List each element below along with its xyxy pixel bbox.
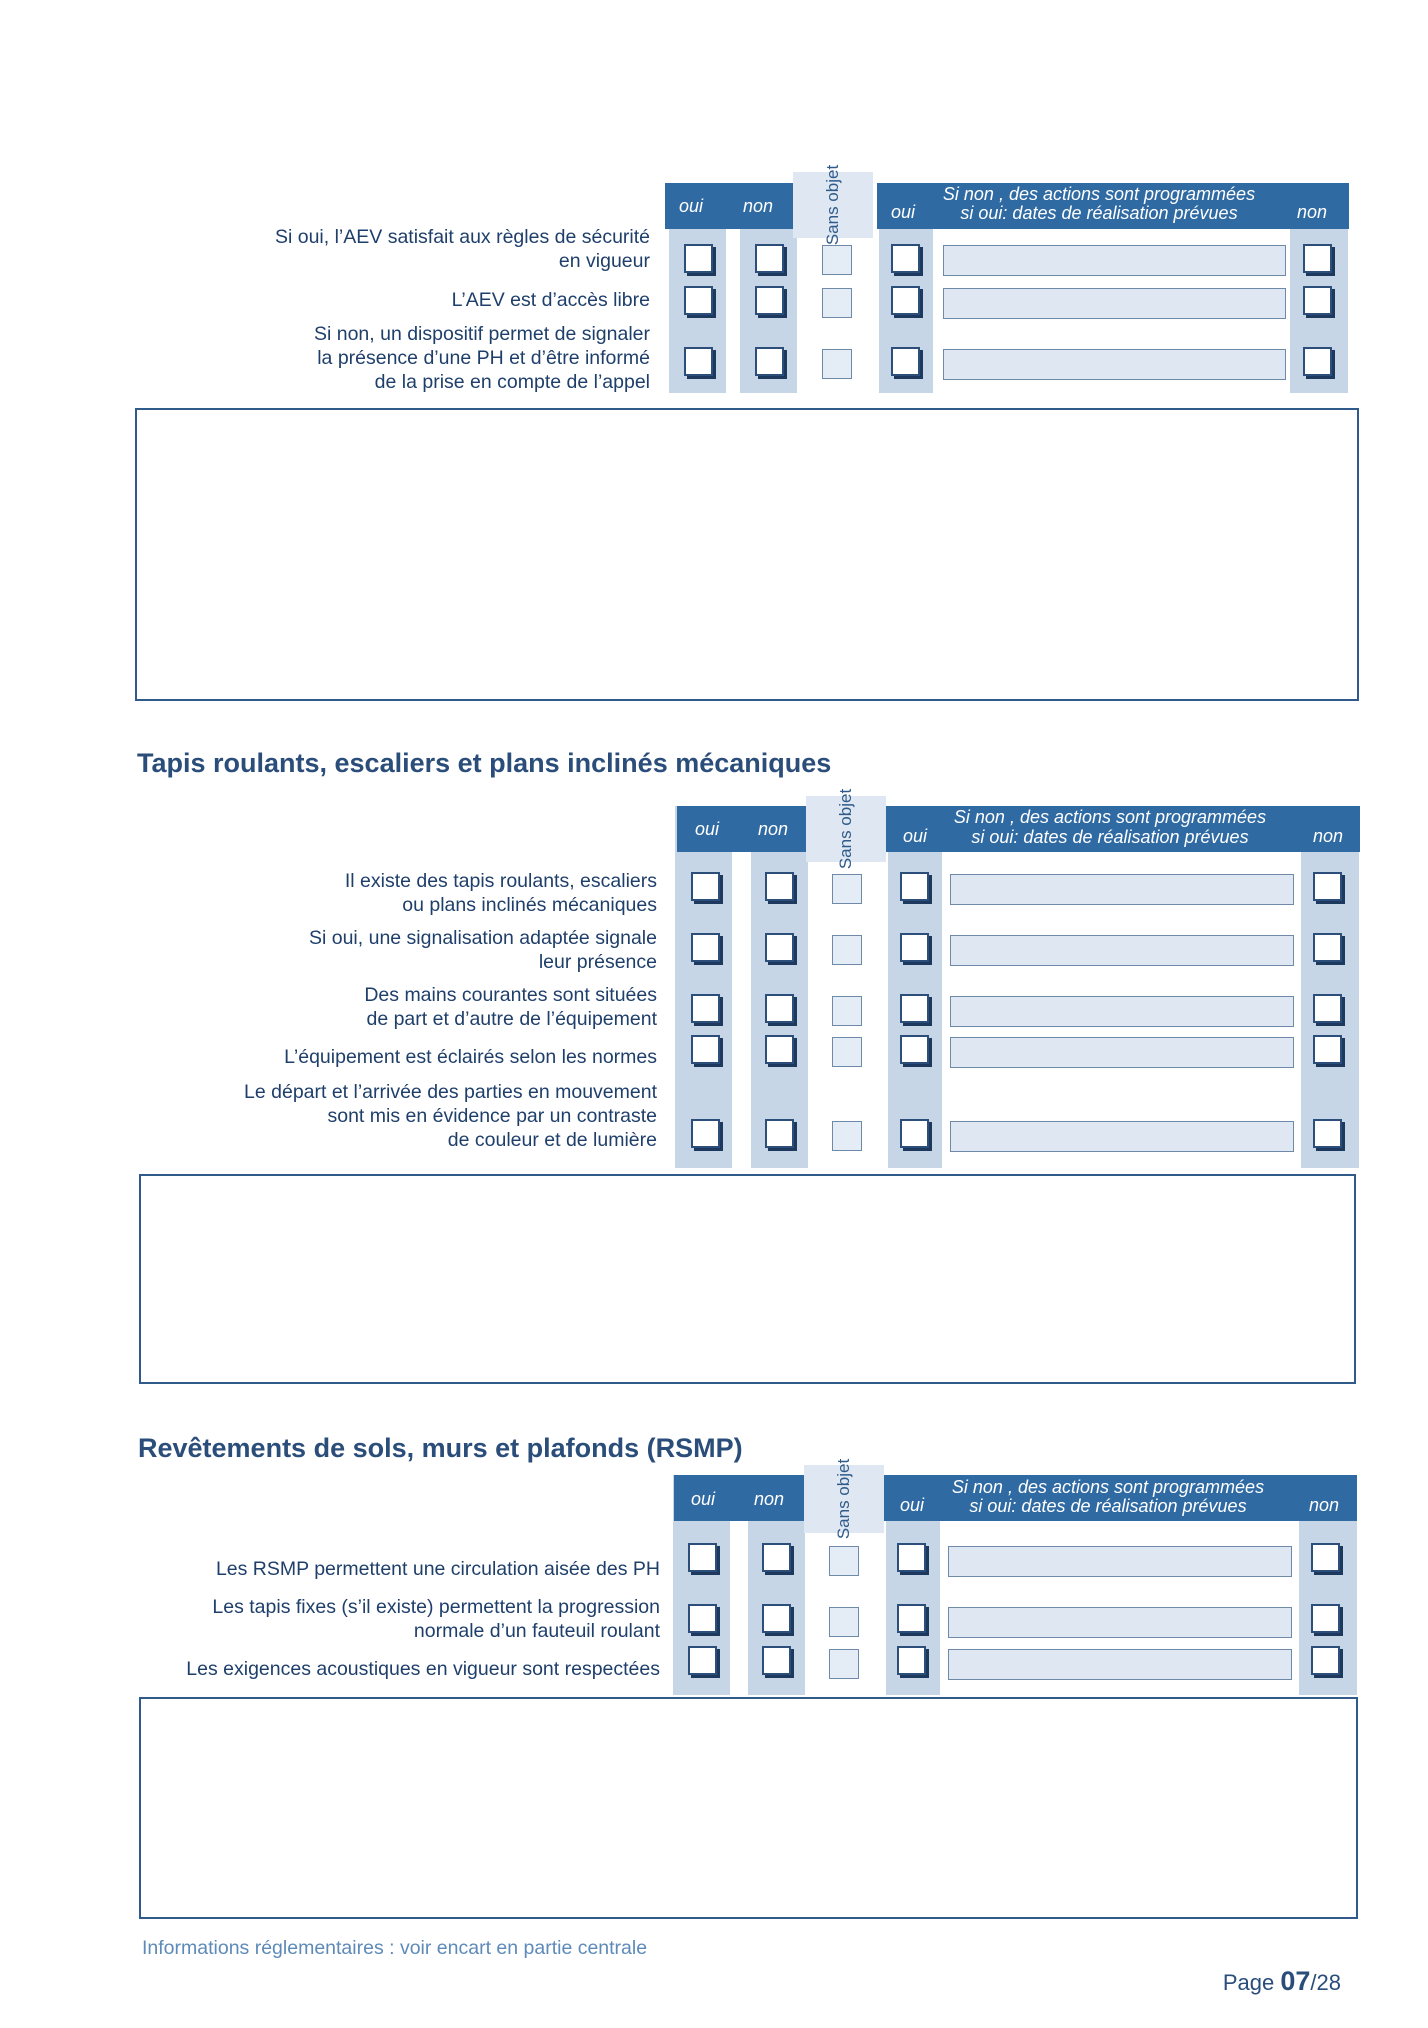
checkbox-sans-objet[interactable] (822, 245, 852, 275)
header-actions-line1: Si non , des actions sont programmées (951, 1477, 1265, 1497)
column-action-oui (888, 806, 942, 1168)
checkbox-non[interactable] (765, 1035, 794, 1064)
checkbox-action-oui[interactable] (891, 347, 920, 376)
header-sans-objet-label: Sans objet (834, 1458, 853, 1540)
checkbox-action-non[interactable] (1313, 1119, 1342, 1148)
header-actions-oui: oui (900, 1495, 925, 1515)
question-label: Les RSMP permettent une circulation aisée des PH (215, 1558, 660, 1580)
checkbox-action-non[interactable] (1313, 994, 1342, 1023)
header-sans-objet-label: Sans objet (836, 788, 855, 870)
question-label: Des mains courantes sont situées de part et d’autre de l’équipement (364, 984, 657, 1030)
header-actions (884, 1475, 1357, 1521)
checkbox-sans-objet[interactable] (832, 996, 862, 1026)
checkbox-oui[interactable] (691, 1119, 720, 1148)
question-label: Il existe des tapis roulants, escaliers ou plans inclinés mécaniques (344, 870, 657, 916)
header-oui: oui (695, 819, 720, 839)
checkbox-non[interactable] (765, 1119, 794, 1148)
question-label: Si oui, une signalisation adaptée signale leur présence (308, 927, 657, 973)
header-actions (877, 183, 1349, 229)
checkbox-action-non[interactable] (1303, 244, 1332, 273)
checkbox-oui[interactable] (684, 244, 713, 273)
checkbox-action-oui[interactable] (891, 244, 920, 273)
question-label: Si oui, l’AEV satisfait aux règles de sécurité en vigueur (274, 226, 650, 272)
checkbox-non[interactable] (765, 994, 794, 1023)
checkbox-sans-objet[interactable] (829, 1546, 859, 1576)
question-label: Si non, un dispositif permet de signaler la présence d’une PH et d’être informé de la prise en compte de l’appel (313, 323, 650, 393)
header-actions-non: non (1313, 826, 1344, 846)
checkbox-sans-objet[interactable] (822, 349, 852, 379)
header-non: non (743, 196, 774, 216)
column-action-non (1301, 806, 1359, 1168)
date-field[interactable] (943, 288, 1286, 319)
header-actions-line2: si oui: dates de réalisation prévues (960, 203, 1238, 223)
header-sans-objet (806, 788, 886, 870)
checkbox-non[interactable] (762, 1543, 791, 1572)
checkbox-sans-objet[interactable] (829, 1607, 859, 1637)
date-field[interactable] (950, 935, 1294, 966)
checkbox-oui[interactable] (684, 286, 713, 315)
date-field[interactable] (948, 1546, 1292, 1577)
checkbox-oui[interactable] (691, 872, 720, 901)
checkbox-action-oui[interactable] (897, 1543, 926, 1572)
section-title: Revêtements de sols, murs et plafonds (RSMP) (138, 1433, 743, 1463)
date-field[interactable] (943, 245, 1286, 276)
page-number (1223, 1966, 1341, 1997)
date-field[interactable] (948, 1607, 1292, 1638)
checkbox-oui[interactable] (691, 933, 720, 962)
checkbox-action-non[interactable] (1313, 933, 1342, 962)
date-field[interactable] (950, 874, 1294, 905)
checkbox-non[interactable] (765, 933, 794, 962)
date-field[interactable] (950, 1121, 1294, 1152)
checkbox-action-non[interactable] (1303, 347, 1332, 376)
date-field[interactable] (950, 996, 1294, 1027)
question-label: Les tapis fixes (s’il existe) permettent la progression normale d’un fauteuil roulant (212, 1596, 660, 1642)
checkbox-action-oui[interactable] (897, 1604, 926, 1633)
header-oui: oui (679, 196, 704, 216)
header-actions-non: non (1309, 1495, 1340, 1515)
checkbox-action-non[interactable] (1303, 286, 1332, 315)
footer-note: Informations réglementaires : voir encart en partie centrale (142, 1937, 648, 1959)
checkbox-oui[interactable] (688, 1646, 717, 1675)
header-non: non (758, 819, 789, 839)
comment-box[interactable] (135, 408, 1359, 701)
page-current: 07 (1280, 1966, 1311, 1996)
column-non (751, 806, 808, 1168)
checkbox-sans-objet[interactable] (832, 935, 862, 965)
header-sans-objet (793, 164, 873, 246)
comment-box[interactable] (139, 1697, 1358, 1919)
checkbox-action-oui[interactable] (900, 872, 929, 901)
checkbox-sans-objet[interactable] (832, 1121, 862, 1151)
page-total: /28 (1310, 1970, 1341, 1995)
header-actions-line1: Si non , des actions sont programmées (953, 807, 1267, 827)
date-field[interactable] (950, 1037, 1294, 1068)
section-title: Tapis roulants, escaliers et plans inclinés mécaniques (137, 748, 832, 778)
date-field[interactable] (948, 1649, 1292, 1680)
checkbox-non[interactable] (762, 1604, 791, 1633)
question-label: L’AEV est d’accès libre (451, 289, 650, 311)
date-field[interactable] (943, 349, 1286, 380)
checkbox-oui[interactable] (691, 1035, 720, 1064)
checkbox-sans-objet[interactable] (829, 1649, 859, 1679)
header-actions-oui: oui (903, 826, 928, 846)
header-sans-objet-label: Sans objet (823, 164, 842, 246)
checkbox-action-non[interactable] (1311, 1604, 1340, 1633)
header-oui-non (674, 1475, 804, 1521)
question-label: Le départ et l’arrivée des parties en mouvement sont mis en évidence par un contraste de couleur et de lumière (244, 1081, 657, 1151)
checkbox-sans-objet[interactable] (832, 1037, 862, 1067)
checkbox-action-non[interactable] (1311, 1646, 1340, 1675)
checkbox-oui[interactable] (688, 1604, 717, 1633)
checkbox-action-oui[interactable] (900, 1119, 929, 1148)
checkbox-action-oui[interactable] (900, 1035, 929, 1064)
checkbox-oui[interactable] (688, 1543, 717, 1572)
header-oui: oui (691, 1489, 716, 1509)
checkbox-non[interactable] (755, 347, 784, 376)
header-sans-objet (804, 1458, 884, 1540)
checkbox-action-oui[interactable] (900, 933, 929, 962)
header-actions-line2: si oui: dates de réalisation prévues (971, 827, 1249, 847)
header-oui-non (665, 183, 795, 229)
checkbox-non[interactable] (755, 286, 784, 315)
question-label: Les exigences acoustiques en vigueur sont respectées (186, 1658, 660, 1680)
checkbox-action-oui[interactable] (891, 286, 920, 315)
checkbox-action-non[interactable] (1313, 1035, 1342, 1064)
header-actions-oui: oui (891, 202, 916, 222)
checkbox-non[interactable] (755, 244, 784, 273)
header-actions-line1: Si non , des actions sont programmées (942, 184, 1256, 204)
header-actions-line2: si oui: dates de réalisation prévues (969, 1496, 1247, 1516)
column-oui (675, 806, 732, 1168)
page-prefix: Page (1222, 1970, 1281, 1995)
header-oui-non (677, 806, 807, 852)
checkbox-action-non[interactable] (1311, 1543, 1340, 1572)
checkbox-non[interactable] (762, 1646, 791, 1675)
comment-box[interactable] (139, 1174, 1356, 1384)
header-actions (886, 806, 1360, 852)
header-non: non (754, 1489, 785, 1509)
header-actions-non: non (1297, 202, 1328, 222)
checkbox-oui[interactable] (684, 347, 713, 376)
checkbox-oui[interactable] (691, 994, 720, 1023)
checkbox-action-oui[interactable] (900, 994, 929, 1023)
checkbox-action-non[interactable] (1313, 872, 1342, 901)
checkbox-non[interactable] (765, 872, 794, 901)
checkbox-sans-objet[interactable] (832, 874, 862, 904)
checkbox-sans-objet[interactable] (822, 288, 852, 318)
checkbox-action-oui[interactable] (897, 1646, 926, 1675)
question-label: L’équipement est éclairés selon les normes (284, 1046, 657, 1068)
